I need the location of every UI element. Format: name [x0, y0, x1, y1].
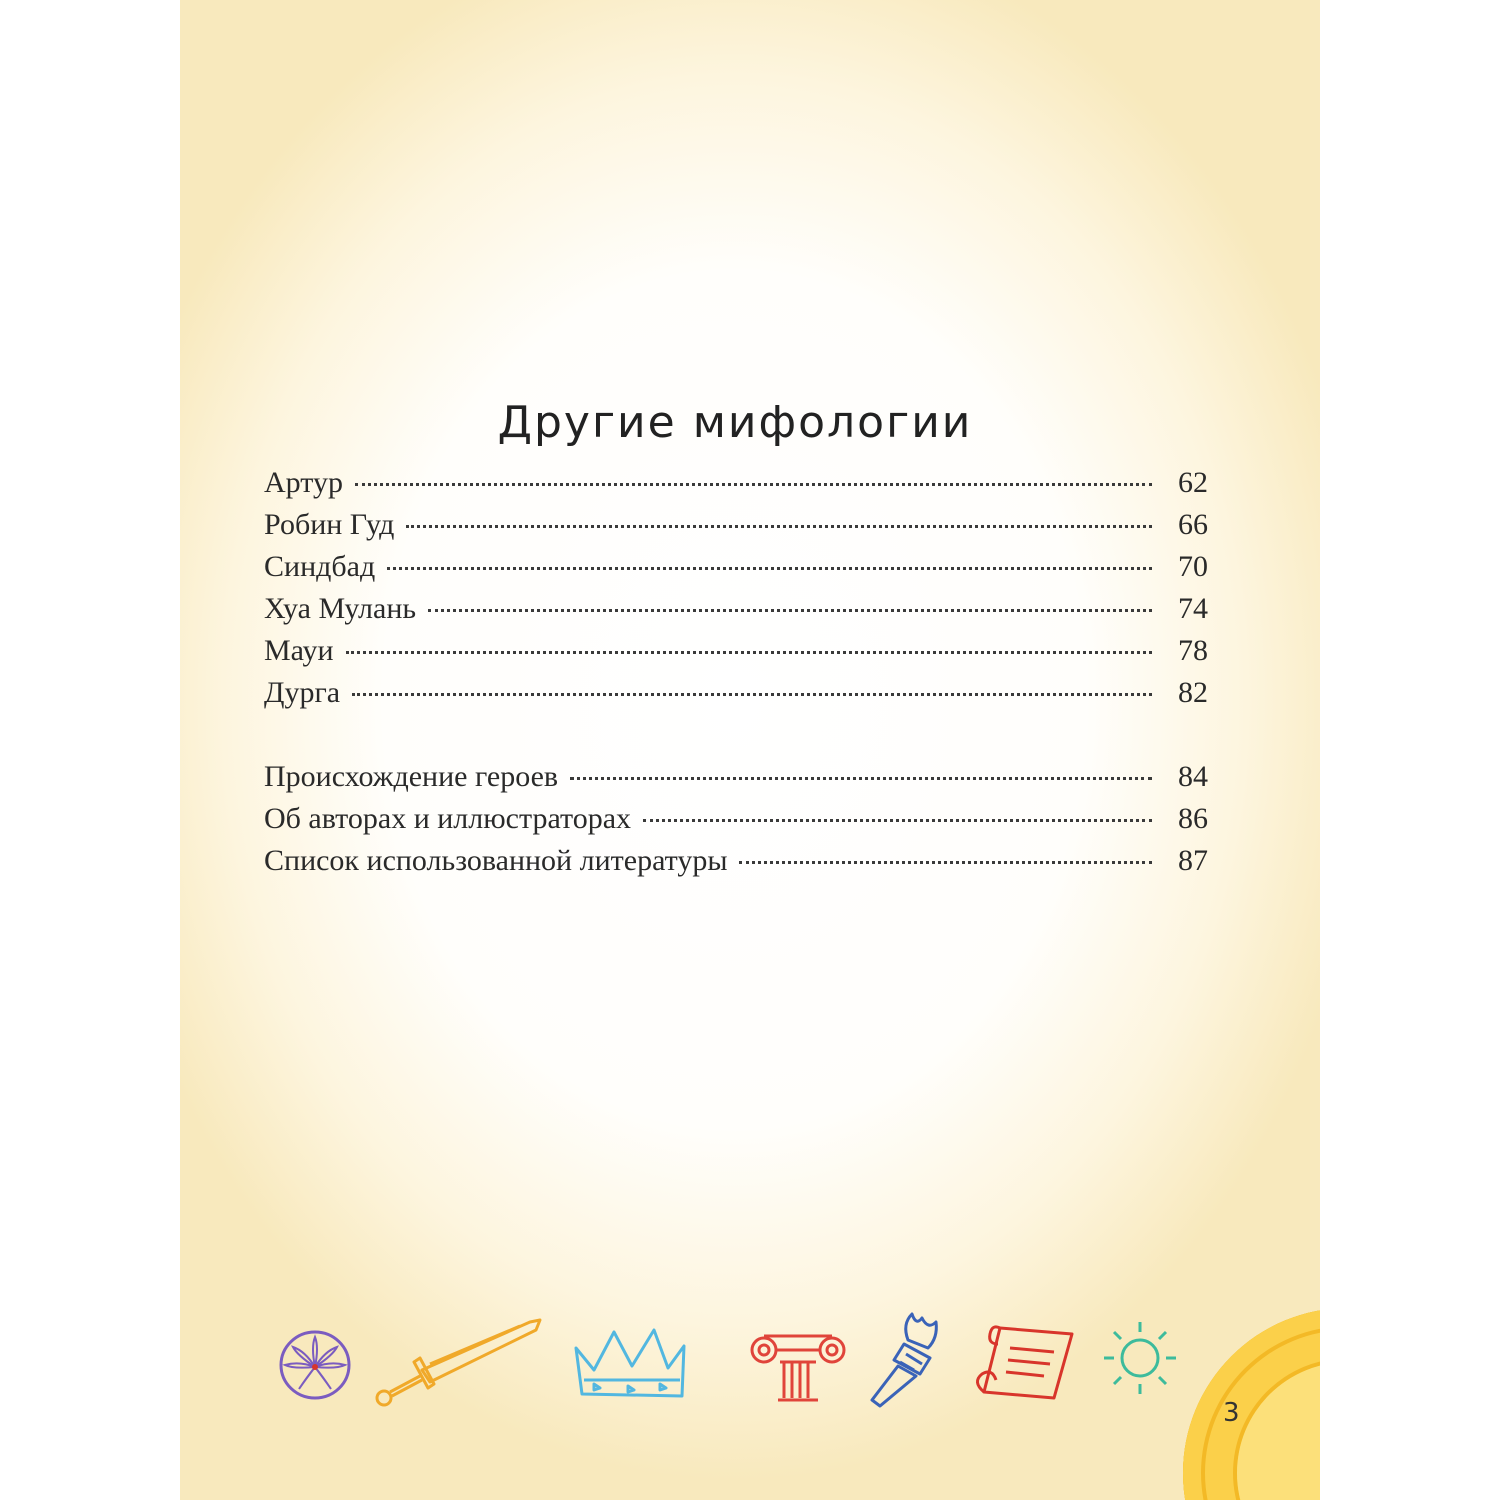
toc-entry[interactable] — [264, 466, 1208, 508]
dot-leader — [739, 861, 1152, 864]
book-page — [180, 0, 1320, 1500]
scroll-icon — [970, 1322, 1080, 1412]
toc-entry-page: 84 — [1178, 760, 1208, 793]
dot-leader — [428, 609, 1152, 612]
crown-icon — [570, 1322, 690, 1402]
toc-entry-label: Мауи — [264, 634, 334, 667]
toc-entry[interactable] — [264, 844, 1208, 886]
toc-entry-page: 62 — [1178, 466, 1208, 499]
toc-entry-page: 78 — [1178, 634, 1208, 667]
toc-group-appendix — [264, 760, 1208, 886]
toc-entry-label: Хуа Мулань — [264, 592, 417, 625]
toc-entry-page: 82 — [1178, 676, 1208, 709]
torch-icon — [858, 1310, 958, 1410]
toc-entry-page: 66 — [1178, 508, 1208, 541]
toc-entry-label: Артур — [264, 466, 343, 499]
toc-entry-label: Робин Гуд — [264, 508, 395, 541]
column-icon — [748, 1328, 848, 1408]
toc-entry[interactable] — [264, 508, 1208, 550]
toc-entry-page: 70 — [1178, 550, 1208, 583]
sun-icon — [1100, 1318, 1180, 1398]
toc-entry[interactable] — [264, 676, 1208, 718]
dot-leader — [355, 483, 1152, 486]
toc-entry-label: Список использованной литературы — [264, 844, 728, 877]
toc-entry-label: Происхождение героев — [264, 760, 559, 793]
dot-leader — [387, 567, 1152, 570]
section-title: Другие мифологии — [497, 397, 973, 449]
toc-entry-page: 86 — [1178, 802, 1208, 835]
dot-leader — [352, 693, 1152, 696]
toc-entry[interactable] — [264, 592, 1208, 634]
toc-entry[interactable] — [264, 634, 1208, 676]
toc-entry[interactable] — [264, 802, 1208, 844]
sword-icon — [370, 1318, 550, 1408]
toc-entry-label: Дурга — [264, 676, 341, 709]
shell-icon — [275, 1325, 355, 1405]
toc-entry-page: 87 — [1178, 844, 1208, 877]
toc-entry[interactable] — [264, 550, 1208, 592]
dot-leader — [406, 525, 1152, 528]
dot-leader — [643, 819, 1152, 822]
toc-entry-page: 74 — [1178, 592, 1208, 625]
toc-entry[interactable] — [264, 760, 1208, 802]
dot-leader — [346, 651, 1152, 654]
page-number-medallion — [1183, 1308, 1320, 1500]
page-number: 3 — [1223, 1398, 1240, 1428]
medallion-center — [1237, 1362, 1320, 1500]
toc-entry-label: Об авторах и иллюстраторах — [264, 802, 632, 835]
toc-group-heroes — [264, 466, 1208, 718]
toc-entry-label: Синдбад — [264, 550, 376, 583]
dot-leader — [570, 777, 1152, 780]
